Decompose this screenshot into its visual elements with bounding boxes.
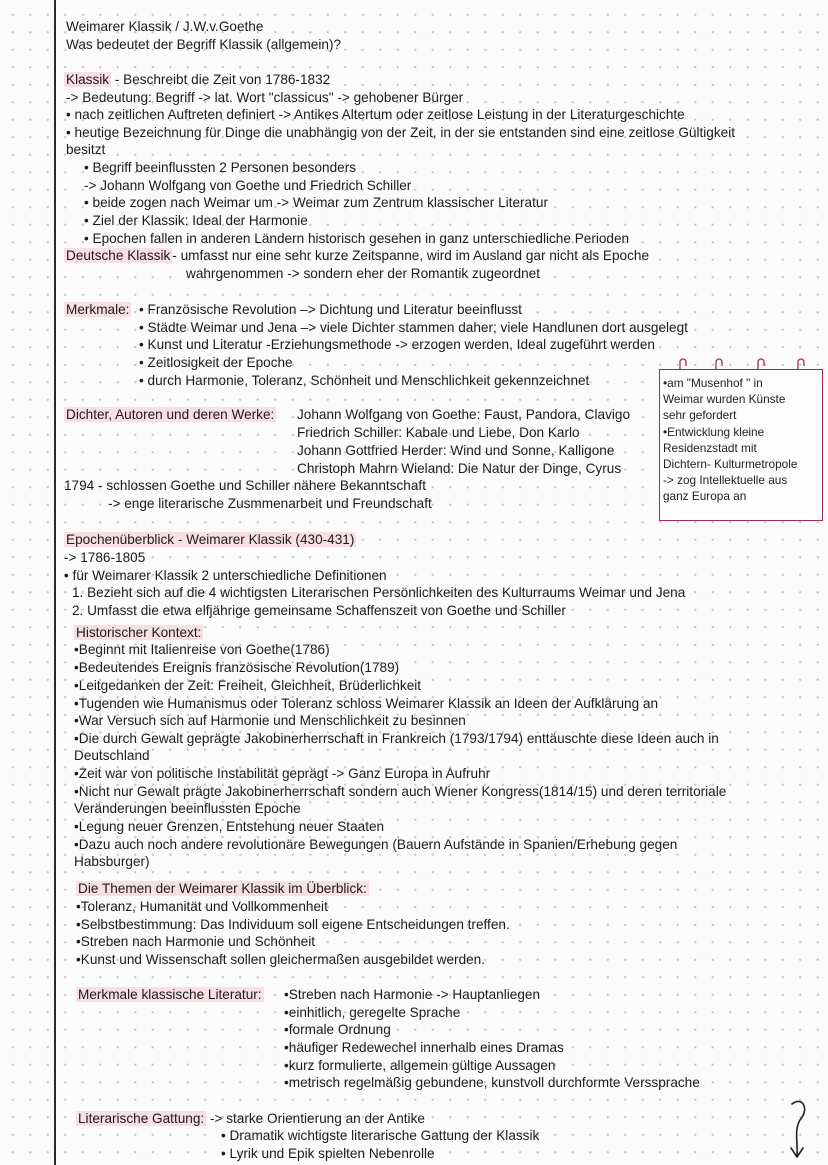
dichter-label: Dichter, Autoren und deren Werke:	[66, 407, 275, 422]
epoche-line: -> 1786-1805	[64, 550, 146, 565]
kontext-line: •Dazu auch noch andere revolutionäre Bewegungen (Bauern Aufstände in Spanien/Erhebung gegen	[74, 837, 678, 852]
deutsche-klassik-label: Deutsche Klassik	[66, 248, 171, 263]
epoche-line: 2. Umfasst die etwa elfjährige gemeinsame Schaffenszeit von Goethe und Schiller	[72, 603, 566, 618]
klassik-line: • beide zogen nach Weimar um -> Weimar zum Zentrum klassischer Literatur	[84, 195, 548, 210]
merkmale-lit-item: •formale Ordnung	[284, 1022, 391, 1037]
sidenote-line: Weimar wurden Künste	[663, 392, 786, 407]
merkmale-lit-item: •kurz formulierte, allgemein gültige Aussagen	[284, 1058, 556, 1073]
sidenote-line: Residenzstadt mit	[663, 440, 757, 455]
gattung-label: Literarische Gattung:	[78, 1111, 205, 1126]
klassik-line: • Ziel der Klassik: Ideal der Harmonie	[84, 213, 308, 228]
themen-line: •Kunst und Wissenschaft sollen gleichermaßen ausgebildet werden.	[76, 952, 486, 967]
klassik-line: • heutige Bezeichnung für Dinge die unabhängig von der Zeit, in der sie entstanden sind eine zeitlose Gültigkeit	[66, 125, 736, 140]
sidenote-line: •am "Musenhof " in	[663, 376, 763, 390]
themen-heading: Die Themen der Weimarer Klassik im Überblick:	[78, 881, 367, 896]
kontext-line: Deutschland	[74, 748, 150, 763]
kontext-line: •Nicht nur Gewalt prägte Jakobinerherrschaft sondern auch Wiener Kongress(1814/15) und deren territoriale	[74, 784, 727, 799]
merkmale-item: • Städte Weimar und Jena –> viele Dichter stammen daher; viele Handlunen dort ausgelegt	[139, 320, 688, 335]
page-question: Was bedeutet der Begriff Klassik (allgemein)?	[66, 37, 342, 52]
gattung-item: • Lyrik und Epik spielten Nebenrolle	[221, 1146, 435, 1161]
page-title: Weimarer Klassik / J.W.v.Goethe	[66, 19, 264, 34]
kontext-line: Habsburger)	[74, 854, 150, 869]
gattung-label-rest: -> starke Orientierung an der Antike	[206, 1111, 425, 1126]
klassik-line: • Begriff beeinflussten 2 Personen besonders	[84, 160, 357, 175]
dichter-year-sub: -> enge literarische Zusmmenarbeit und Freundschaft	[108, 496, 432, 511]
klassik-heading-rest: - Beschreibt die Zeit von 1786-1832	[111, 72, 331, 87]
down-arrow-icon	[780, 1098, 814, 1160]
kontext-line: Veränderungen beeinflussten Epoche	[74, 801, 301, 816]
kontext-line: •Bedeutendes Ereignis französische Revolution(1789)	[74, 660, 400, 675]
dichter-work: Friedrich Schiller: Kabale und Liebe, Don Karlo	[297, 425, 580, 440]
gattung-item: • Dramatik wichtigste literarische Gattung der Klassik	[221, 1128, 540, 1143]
kontext-line: •Legung neuer Grenzen, Entstehung neuer Staaten	[74, 819, 385, 834]
sidenote-line: Dichtern- Kulturmetropole	[663, 457, 798, 472]
kontext-line: •Leitgedanken der Zeit: Freiheit, Gleichheit, Brüderlichkeit	[74, 678, 422, 693]
themen-line: •Streben nach Harmonie und Schönheit	[76, 934, 316, 949]
epoche-line: • für Weimarer Klassik 2 unterschiedliche Definitionen	[64, 568, 387, 583]
merkmale-lit-label: Merkmale klassische Literatur:	[78, 987, 262, 1002]
sidenote-box	[659, 369, 823, 521]
merkmale-item: • Französische Revolution –> Dichtung und Literatur beeinflusst	[139, 302, 522, 317]
deutsche-klassik-text: - umfasst nur eine sehr kurze Zeitspanne, wird im Ausland gar nicht als Epoche	[172, 248, 650, 263]
sidenote-line: ganz Europa an	[663, 489, 747, 504]
merkmale-lit-item: •einhitlich, geregelte Sprache	[284, 1005, 461, 1020]
klassik-line: -> Johann Wolfgang von Goethe und Friedrich Schiller	[84, 178, 412, 193]
klassik-line: • Epochen fallen in anderen Ländern historisch gesehen in ganz unterschiedliche Perioden	[84, 231, 630, 246]
merkmale-item: • Zeitlosigkeit der Epoche	[139, 355, 293, 370]
merkmale-lit-item: •häufiger Redewechel innerhalb eines Dramas	[284, 1040, 564, 1055]
kontext-heading: Historischer Kontext:	[76, 625, 202, 640]
margin-line	[54, 0, 56, 1165]
deutsche-klassik-line	[64, 247, 649, 264]
dichter-year-line: 1794 - schlossen Goethe und Schiller nähere Bekanntschaft	[64, 478, 426, 493]
merkmale-item: • durch Harmonie, Toleranz, Schönheit und Menschlichkeit gekennzeichnet	[139, 373, 590, 388]
klassik-heading: Klassik	[66, 72, 110, 87]
merkmale-label: Merkmale:	[66, 302, 130, 317]
dichter-work: Christoph Mahrn Wieland: Die Natur der Dinge, Cyrus	[297, 461, 622, 476]
dichter-work: Johann Gottfried Herder: Wind und Sonne, Kalligone	[297, 443, 615, 458]
klassik-line: besitzt	[66, 142, 106, 157]
epoche-heading: Epochenüberblick - Weimarer Klassik (430-431)	[66, 532, 355, 547]
merkmale-lit-item: •metrisch regelmäßig gebundene, kunstvoll durchformte Verssprache	[284, 1075, 700, 1090]
kontext-line: •Tugenden wie Humanismus oder Toleranz schloss Weimarer Klassik an Ideen der Aufklärung an	[74, 696, 659, 711]
gattung-line	[76, 1110, 425, 1127]
kontext-line: •War Versuch sich auf Harmonie und Menschlichkeit zu besinnen	[74, 713, 466, 728]
themen-line: •Selbstbestimmung: Das Individuum soll eigene Entscheidungen treffen.	[76, 917, 510, 932]
kontext-line: •Die durch Gewalt geprägte Jakobinerherrschaft in Frankreich (1793/1794) enttäuschte diese Ideen auch in	[74, 731, 719, 746]
sidenote-line: •Entwicklung kleine	[663, 424, 765, 439]
merkmale-lit-item: •Streben nach Harmonie -> Hauptanliegen	[284, 987, 541, 1002]
deutsche-klassik-text-2: wahrgenommen -> sondern eher der Romantik zugeordnet	[186, 266, 541, 281]
klassik-line: -> Bedeutung: Begriff -> lat. Wort "classicus" -> gehobener Bürger	[66, 90, 464, 105]
sidenote-line: -> zog Intellektuelle aus	[663, 473, 788, 488]
klassik-line: • nach zeitlichen Auftreten definiert -> Antikes Altertum oder zeitlose Leistung in der Literaturgeschichte	[66, 107, 685, 122]
sidenote-line: sehr gefordert	[663, 408, 737, 423]
epoche-line: 1. Bezieht sich auf die 4 wichtigsten Literarischen Persönlichkeiten des Kulturraums Weimar und Jena	[72, 585, 686, 600]
klassik-heading-line	[64, 71, 330, 88]
merkmale-item: • Kunst und Literatur -Erziehungsmethode -> erzogen werden, Ideal zugeführt werden	[139, 337, 655, 352]
kontext-line: •Beginnt mit Italienreise von Goethe(1786)	[74, 642, 330, 657]
kontext-line: •Zeit war von politische Instabilität geprägt -> Ganz Europa in Aufruhr	[74, 766, 491, 781]
themen-line: •Toleranz, Humanität und Vollkommenheit	[76, 899, 328, 914]
dichter-work: Johann Wolfgang von Goethe: Faust, Pandora, Clavigo	[297, 407, 631, 422]
